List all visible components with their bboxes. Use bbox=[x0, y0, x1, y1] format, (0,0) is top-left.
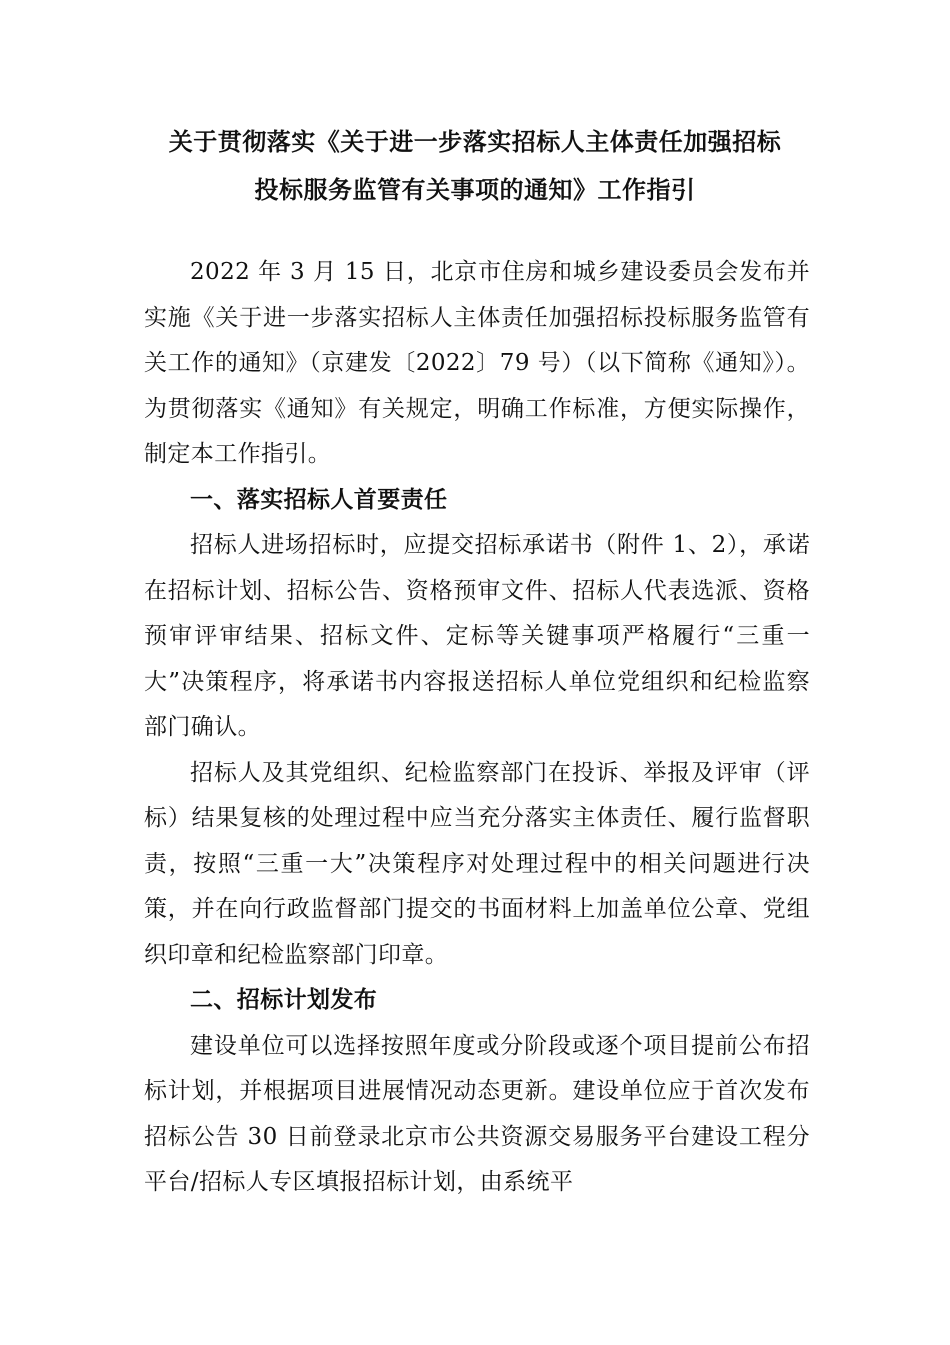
section-2-heading: 二、招标计划发布 bbox=[190, 987, 378, 1013]
intro-paragraph: 2022 年 3 月 15 日，北京市住房和城乡建设委员会发布并实施《关于进一步落实招标人主体责任加强招标投标服务监管有关工作的通知》（京建发〔2022〕79 号）（以下简称《通知》）。为贯彻落实《通知》有关规定，明确工作标准，方便实际操作，制定本工作指引。 bbox=[144, 259, 810, 467]
title-line-2: 投标服务监管有关事项的通知》工作指引 bbox=[254, 176, 696, 204]
section-1-paragraph-1: 招标人进场招标时，应提交招标承诺书（附件 1、2），承诺在招标计划、招标公告、资格预审文件、招标人代表选派、资格预审评审结果、招标文件、定标等关键事项严格履行“三重一大”决策程序，将承诺书内容报送招标人单位党组织和纪检监察部门确认。 bbox=[144, 532, 810, 740]
section-2-paragraph-1: 建设单位可以选择按照年度或分阶段或逐个项目提前公布招标计划，并根据项目进展情况动态更新。建设单位应于首次发布招标公告 30 日前登录北京市公共资源交易服务平台建设工程分平台/招标人专区填报招标计划，由系统平 bbox=[144, 1032, 810, 1195]
title-line-1: 关于贯彻落实《关于进一步落实招标人主体责任加强招标 bbox=[168, 128, 782, 156]
document-title bbox=[140, 118, 810, 214]
document-body bbox=[144, 250, 810, 1206]
section-1-heading: 一、落实招标人首要责任 bbox=[190, 486, 448, 513]
section-1-paragraph-2: 招标人及其党组织、纪检监察部门在投诉、举报及评审（评标）结果复核的处理过程中应当充分落实主体责任、履行监督职责，按照“三重一大”决策程序对处理过程中的相关问题进行决策，并在向行政监督部门提交的书面材料上加盖单位公章、党组织印章和纪检监察部门印章。 bbox=[144, 759, 810, 968]
